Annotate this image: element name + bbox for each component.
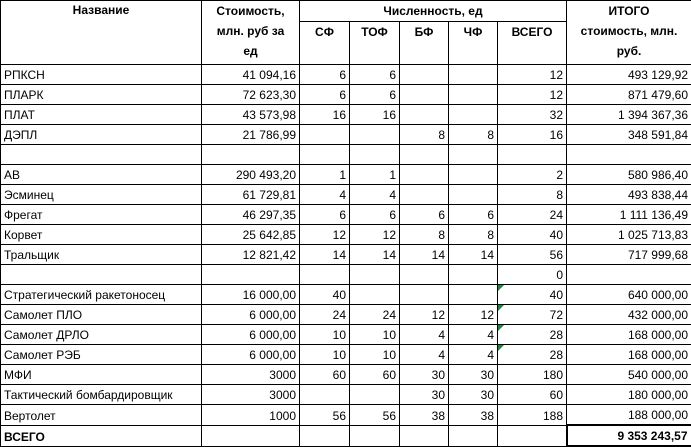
cell-name[interactable]: Корвет (1, 225, 202, 245)
header-bf[interactable]: БФ (400, 22, 449, 65)
cell-sf[interactable]: 16 (300, 105, 350, 125)
cell-total-count[interactable]: 28 (498, 325, 567, 345)
cell-sf[interactable]: 40 (300, 285, 350, 305)
cell-total-cost[interactable]: 493 129,92 (567, 65, 691, 85)
table-row (1, 325, 691, 345)
cell-chf[interactable] (449, 85, 498, 105)
cell[interactable] (400, 425, 449, 446)
cell-tof[interactable] (350, 125, 400, 145)
cell-total-count[interactable]: 56 (498, 245, 567, 265)
cell-sf[interactable]: 6 (300, 85, 350, 105)
header-tof[interactable]: ТОФ (350, 22, 400, 65)
grand-total[interactable]: 9 353 243,57 (567, 425, 691, 446)
cell-name[interactable]: Вертолет (1, 405, 202, 426)
cell-tof[interactable]: 60 (350, 365, 400, 385)
cell-chf[interactable]: 38 (449, 405, 498, 426)
footer-row (1, 425, 691, 446)
cell-total-count[interactable]: 188 (498, 405, 567, 426)
cell-name[interactable]: Тральщик (1, 245, 202, 265)
header-chf[interactable]: ЧФ (449, 22, 498, 65)
cell-bf[interactable] (400, 145, 449, 165)
header-count[interactable]: Численность, ед (300, 1, 567, 22)
cell-total-count[interactable]: 40 (498, 225, 567, 245)
cell-name[interactable] (1, 145, 202, 165)
header-cost-line: млн. руб за (205, 21, 296, 41)
cell-tof[interactable]: 4 (350, 185, 400, 205)
cell-name[interactable]: Эсминец (1, 185, 202, 205)
cell-sf[interactable]: 1 (300, 165, 350, 185)
cell-chf[interactable] (449, 145, 498, 165)
cell-total-count[interactable]: 16 (498, 125, 567, 145)
cell-total-cost[interactable]: 168 000,00 (567, 345, 691, 365)
cell-bf[interactable] (400, 65, 449, 85)
cell-name[interactable]: Самолет ПЛО (1, 305, 202, 325)
cell-sf[interactable]: 10 (300, 345, 350, 365)
cell-bf[interactable]: 6 (400, 205, 449, 225)
cell-chf[interactable]: 4 (449, 325, 498, 345)
cell-total-count[interactable]: 180 (498, 365, 567, 385)
cell-bf[interactable]: 4 (400, 325, 449, 345)
cell-total-count[interactable]: 12 (498, 85, 567, 105)
cell-chf[interactable]: 14 (449, 245, 498, 265)
header-total-cost-line: ИТОГО (570, 1, 688, 21)
table-row (1, 345, 691, 365)
cell-tof[interactable]: 6 (350, 85, 400, 105)
cell-tof[interactable]: 14 (350, 245, 400, 265)
cell-total-cost[interactable]: 640 000,00 (567, 285, 691, 305)
cell-total-count[interactable]: 72 (498, 305, 567, 325)
cell-cost[interactable]: 6 000,00 (202, 325, 300, 345)
cell-cost[interactable]: 61 729,81 (202, 185, 300, 205)
cell-chf[interactable]: 12 (449, 305, 498, 325)
cell-tof[interactable] (350, 145, 400, 165)
cell-total-cost[interactable]: 432 000,00 (567, 305, 691, 325)
cell-sf[interactable] (300, 145, 350, 165)
cell-name[interactable]: МФИ (1, 365, 202, 385)
cell-total-count[interactable]: 2 (498, 165, 567, 185)
cell-tof[interactable]: 10 (350, 325, 400, 345)
cell-cost[interactable]: 41 094,16 (202, 65, 300, 85)
cell-tof[interactable] (350, 385, 400, 405)
cell-tof[interactable]: 6 (350, 205, 400, 225)
cell-bf[interactable] (400, 165, 449, 185)
header-total-cost-line: руб. (570, 41, 688, 61)
table-row (1, 185, 691, 205)
table-row (1, 105, 691, 125)
cell-sf[interactable]: 4 (300, 185, 350, 205)
header-total-count[interactable]: ВСЕГО (498, 22, 567, 65)
cell-total-cost[interactable]: 871 479,60 (567, 85, 691, 105)
table-row (1, 385, 691, 405)
cell-chf[interactable]: 6 (449, 205, 498, 225)
table-row (1, 165, 691, 185)
cell-cost[interactable] (202, 265, 300, 285)
cell-tof[interactable]: 6 (350, 65, 400, 85)
table-row (1, 405, 691, 426)
cell-name[interactable]: Фрегат (1, 205, 202, 225)
header-name[interactable]: Название (1, 1, 202, 65)
cell-chf[interactable]: 8 (449, 125, 498, 145)
cell-name[interactable]: Самолет РЭБ (1, 345, 202, 365)
cell-tof[interactable] (350, 285, 400, 305)
cell-cost[interactable]: 12 821,42 (202, 245, 300, 265)
cell-bf[interactable]: 8 (400, 225, 449, 245)
cell-cost[interactable]: 72 623,30 (202, 85, 300, 105)
cell-sf[interactable]: 14 (300, 245, 350, 265)
header-row (1, 1, 691, 22)
header-total-cost[interactable] (567, 1, 691, 65)
cell-chf[interactable]: 4 (449, 345, 498, 365)
cell-name[interactable]: ПЛАРК (1, 85, 202, 105)
cell-chf[interactable] (449, 285, 498, 305)
table-row (1, 265, 691, 285)
cell[interactable] (202, 425, 300, 446)
cell-cost[interactable] (202, 145, 300, 165)
cell-total-cost[interactable]: 188 000,00 (567, 405, 691, 426)
cell-chf[interactable] (449, 105, 498, 125)
cell-sf[interactable]: 6 (300, 65, 350, 85)
cell-bf[interactable] (400, 185, 449, 205)
table-row (1, 285, 691, 305)
cell-name[interactable]: Самолет ДРЛО (1, 325, 202, 345)
cell-total-cost[interactable] (567, 145, 691, 165)
header-cost-line: ед (205, 41, 296, 61)
cell-cost[interactable]: 46 297,35 (202, 205, 300, 225)
cell-chf[interactable]: 8 (449, 225, 498, 245)
cell-name[interactable]: ПЛАТ (1, 105, 202, 125)
cell-total-count[interactable]: 0 (498, 265, 567, 285)
footer-label[interactable]: ВСЕГО (1, 425, 202, 446)
cell-tof[interactable]: 1 (350, 165, 400, 185)
cell-chf[interactable]: 30 (449, 365, 498, 385)
cell-bf[interactable]: 4 (400, 345, 449, 365)
table-row (1, 305, 691, 325)
cell-sf[interactable] (300, 385, 350, 405)
cell-name[interactable]: ДЭПЛ (1, 125, 202, 145)
cell-total-cost[interactable]: 168 000,00 (567, 325, 691, 345)
cell-total-count[interactable]: 24 (498, 205, 567, 225)
cell-total-cost[interactable]: 580 986,40 (567, 165, 691, 185)
cell-bf[interactable] (400, 85, 449, 105)
cell-name[interactable]: Стратегический ракетоносец (1, 285, 202, 305)
cell-sf[interactable]: 12 (300, 225, 350, 245)
cell[interactable] (350, 425, 400, 446)
cell-sf[interactable]: 24 (300, 305, 350, 325)
cell-sf[interactable]: 6 (300, 205, 350, 225)
cell-chf[interactable] (449, 65, 498, 85)
cell-cost[interactable]: 3000 (202, 385, 300, 405)
cell-sf[interactable] (300, 265, 350, 285)
cell-bf[interactable] (400, 285, 449, 305)
header-cost-line: Стоимость, (205, 1, 296, 21)
cell-total-cost[interactable]: 1 111 136,49 (567, 205, 691, 225)
table-row (1, 85, 691, 105)
cell-bf[interactable]: 14 (400, 245, 449, 265)
cell-total-count[interactable]: 40 (498, 285, 567, 305)
cell-cost[interactable]: 3000 (202, 365, 300, 385)
cell-chf[interactable] (449, 185, 498, 205)
cell-total-cost[interactable]: 717 999,68 (567, 245, 691, 265)
cell-total-count[interactable]: 28 (498, 345, 567, 365)
header-sf[interactable]: СФ (300, 22, 350, 65)
cell-total-cost[interactable]: 493 838,44 (567, 185, 691, 205)
cell-chf[interactable] (449, 265, 498, 285)
cell-tof[interactable] (350, 265, 400, 285)
table-row (1, 65, 691, 85)
table-row (1, 125, 691, 145)
cell-total-count[interactable]: 32 (498, 105, 567, 125)
cell-cost[interactable]: 25 642,85 (202, 225, 300, 245)
cell-bf[interactable]: 38 (400, 405, 449, 426)
cell-total-cost[interactable]: 348 591,84 (567, 125, 691, 145)
cell-total-cost[interactable]: 1 394 367,36 (567, 105, 691, 125)
cell-chf[interactable] (449, 165, 498, 185)
cell-sf[interactable]: 10 (300, 325, 350, 345)
cell-tof[interactable]: 24 (350, 305, 400, 325)
cell-total-cost[interactable]: 180 000,00 (567, 385, 691, 405)
cell-sf[interactable] (300, 125, 350, 145)
table-row (1, 245, 691, 265)
cell-name[interactable]: АВ (1, 165, 202, 185)
cell-total-count[interactable]: 12 (498, 65, 567, 85)
cell-bf[interactable]: 30 (400, 365, 449, 385)
cell-chf[interactable]: 30 (449, 385, 498, 405)
cell-bf[interactable] (400, 105, 449, 125)
cell-bf[interactable]: 8 (400, 125, 449, 145)
cell-bf[interactable] (400, 265, 449, 285)
header-cost[interactable] (202, 1, 300, 65)
cell-total-cost[interactable]: 540 000,00 (567, 365, 691, 385)
cell-cost[interactable]: 6 000,00 (202, 305, 300, 325)
cell-name[interactable]: Тактический бомбардировщик (1, 385, 202, 405)
cell[interactable] (449, 425, 498, 446)
cell-cost[interactable]: 16 000,00 (202, 285, 300, 305)
table-row (1, 225, 691, 245)
cell-tof[interactable]: 16 (350, 105, 400, 125)
cell-tof[interactable]: 10 (350, 345, 400, 365)
cell-bf[interactable]: 30 (400, 385, 449, 405)
cell-bf[interactable]: 12 (400, 305, 449, 325)
cell-sf[interactable]: 60 (300, 365, 350, 385)
cell-total-count[interactable]: 8 (498, 185, 567, 205)
cell-total-cost[interactable] (567, 265, 691, 285)
cell[interactable] (300, 425, 350, 446)
cell-cost[interactable]: 290 493,20 (202, 165, 300, 185)
cell-total-count[interactable]: 60 (498, 385, 567, 405)
table-row (1, 365, 691, 385)
cell[interactable] (498, 425, 567, 446)
cell-total-cost[interactable]: 1 025 713,83 (567, 225, 691, 245)
cell-tof[interactable]: 12 (350, 225, 400, 245)
cell-cost[interactable]: 1000 (202, 405, 300, 426)
cell-name[interactable] (1, 265, 202, 285)
cell-name[interactable]: РПКСН (1, 65, 202, 85)
cell-cost[interactable]: 43 573,98 (202, 105, 300, 125)
cell-sf[interactable]: 56 (300, 405, 350, 426)
cell-tof[interactable]: 56 (350, 405, 400, 426)
cell-cost[interactable]: 21 786,99 (202, 125, 300, 145)
cell-total-count[interactable] (498, 145, 567, 165)
table-row (1, 145, 691, 165)
cell-cost[interactable]: 6 000,00 (202, 345, 300, 365)
header-total-cost-line: стоимость, млн. (570, 21, 688, 41)
table-row (1, 205, 691, 225)
